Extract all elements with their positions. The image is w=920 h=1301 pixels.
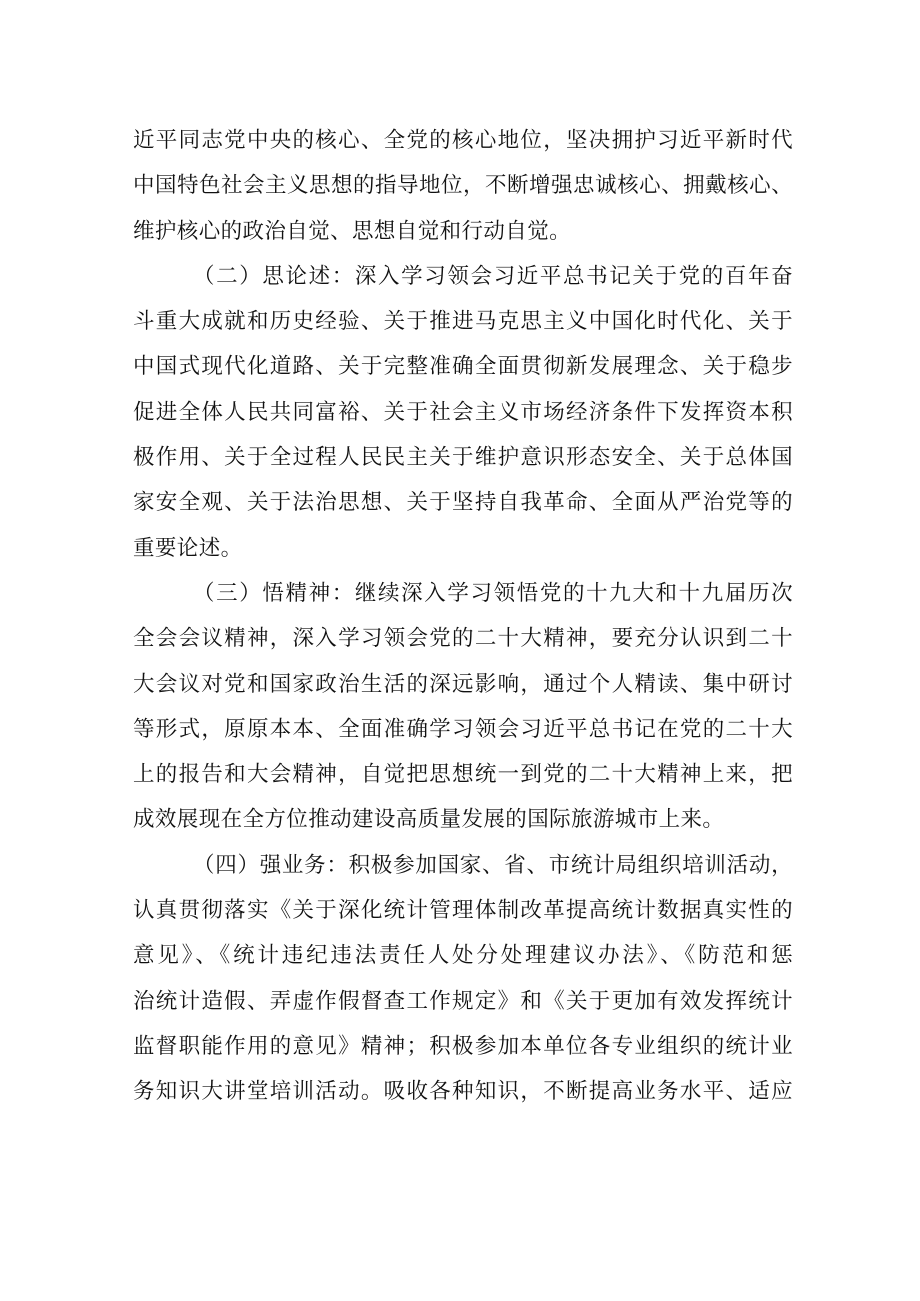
text-line: 上的报告和大会精神，自觉把思想统一到党的二十大精神上来，把 bbox=[133, 762, 793, 788]
text-line: 维护核心的政治自觉、思想自觉和行动自觉。 bbox=[133, 218, 572, 244]
section-heading-line: （四）强业务：积极参加国家、省、市统计局组织培训活动， bbox=[193, 852, 793, 878]
section-heading-line: （三）悟精神：继续深入学习领悟党的十九大和十九届历次 bbox=[193, 580, 793, 606]
text-line: 大会议对党和国家政治生活的深远影响，通过个人精读、集中研讨 bbox=[133, 671, 793, 697]
text-line: 重要论述。 bbox=[133, 535, 243, 561]
text-line: 务知识大讲堂培训活动。吸收各种知识，不断提高业务水平、适应 bbox=[133, 1079, 793, 1105]
text-line: 家安全观、关于法治思想、关于坚持自我革命、全面从严治党等的 bbox=[133, 490, 793, 516]
text-line: 近平同志党中央的核心、全党的核心地位，坚决拥护习近平新时代 bbox=[133, 128, 793, 153]
text-line: 全会会议精神，深入学习领会党的二十大精神，要充分认识到二十 bbox=[133, 626, 793, 652]
text-line: 意见》、《统计违纪违法责任人处分处理建议办法》、《防范和惩 bbox=[133, 943, 793, 969]
text-line: 促进全体人民共同富裕、关于社会主义市场经济条件下发挥资本积 bbox=[133, 399, 793, 425]
text-line: 斗重大成就和历史经验、关于推进马克思主义中国化时代化、关于 bbox=[133, 309, 793, 335]
text-line: 认真贯彻落实《关于深化统计管理体制改革提高统计数据真实性的 bbox=[133, 898, 793, 924]
text-line: 监督职能作用的意见》精神；积极参加本单位各专业组织的统计业 bbox=[133, 1033, 793, 1059]
text-line: 治统计造假、弄虚作假督查工作规定》和《关于更加有效发挥统计 bbox=[133, 988, 793, 1014]
text-line: 极作用、关于全过程人民民主关于维护意识形态安全、关于总体国 bbox=[133, 445, 793, 471]
text-line: 等形式，原原本本、全面准确学习领会习近平总书记在党的二十大 bbox=[133, 716, 793, 742]
document-body bbox=[133, 118, 793, 1115]
section-heading-line: （二）思论述：深入学习领会习近平总书记关于党的百年奋 bbox=[193, 263, 793, 289]
text-line: 中国特色社会主义思想的指导地位，不断增强忠诚核心、拥戴核心、 bbox=[133, 173, 793, 199]
text-line: 中国式现代化道路、关于完整准确全面贯彻新发展理念、关于稳步 bbox=[133, 354, 793, 380]
text-line: 成效展现在全方位推动建设高质量发展的国际旅游城市上来。 bbox=[133, 807, 725, 833]
